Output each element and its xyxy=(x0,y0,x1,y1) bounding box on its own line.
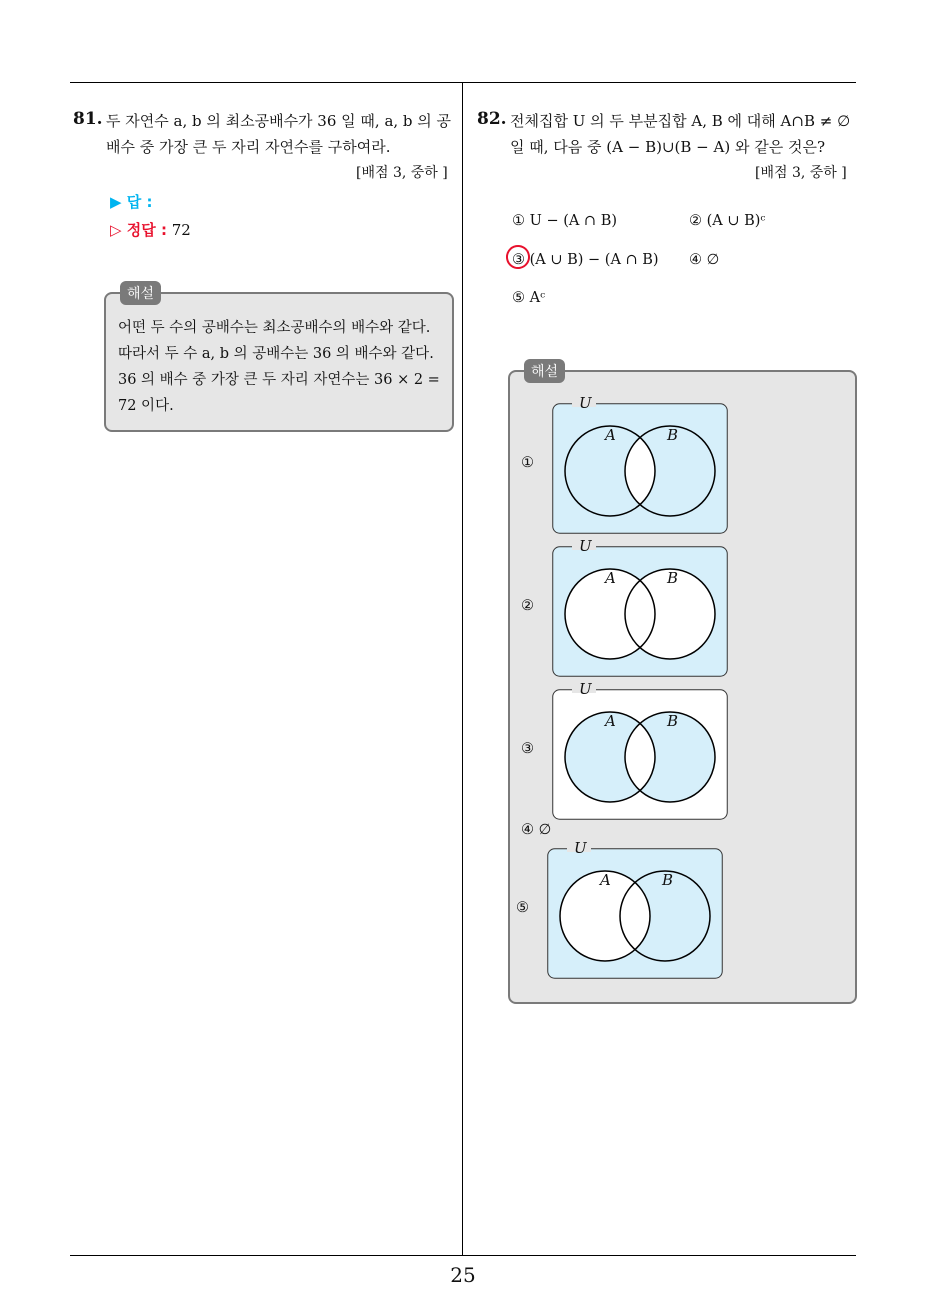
correct-answer-value: 72 xyxy=(171,221,191,239)
universe-label: U xyxy=(579,537,592,555)
question-82-number: 82. xyxy=(477,109,507,129)
column-divider xyxy=(462,82,463,1255)
set-a-label: A xyxy=(600,871,611,889)
solution-tag-82: 해설 xyxy=(524,359,565,383)
set-a-label: A xyxy=(605,712,616,730)
set-b-label: B xyxy=(667,712,679,730)
universe-label: U xyxy=(579,394,592,412)
venn-item-4-empty-set: ④ ∅ xyxy=(521,822,552,838)
solution-81-line-1: 어떤 두 수의 공배수는 최소공배수의 배수와 같다. xyxy=(118,320,431,336)
question-82-line-1: 전체집합 U 의 두 부분집합 A, B 에 대해 A∩B ≠ ∅ xyxy=(510,112,851,130)
venn-number-3: ③ xyxy=(521,741,534,757)
question-81-meta: [배점 3, 중하 ] xyxy=(356,165,448,181)
choice-3[interactable]: ③ (A ∪ B) − (A ∩ B) xyxy=(512,252,659,268)
choice-1[interactable]: ① U − (A ∩ B) xyxy=(512,213,618,229)
venn-diagram-4 xyxy=(547,839,723,979)
question-81-line-1: 두 자연수 a, b 의 최소공배수가 36 일 때, a, b 의 공 xyxy=(106,112,452,130)
question-81-number: 81. xyxy=(73,109,103,129)
venn-diagram-1 xyxy=(552,394,728,534)
set-b-label: B xyxy=(667,426,679,444)
venn-diagram-2 xyxy=(552,537,728,677)
venn-number-2: ② xyxy=(521,598,534,614)
solution-81-line-2: 따라서 두 수 a, b 의 공배수는 36 의 배수와 같다. xyxy=(118,346,434,362)
correct-answer-label: ▷ 정답 : xyxy=(110,221,167,239)
set-a-label: A xyxy=(605,569,616,587)
top-rule xyxy=(70,82,856,83)
set-b-label: B xyxy=(667,569,679,587)
venn-number-4: ⑤ xyxy=(516,900,529,916)
answer-label: ▶ 답 : xyxy=(110,193,153,211)
solution-81-line-3: 36 의 배수 중 가장 큰 두 자리 자연수는 36 × 2 = xyxy=(118,372,440,388)
venn-number-1: ① xyxy=(521,455,534,471)
universe-label: U xyxy=(574,839,587,857)
question-81-line-2: 배수 중 가장 큰 두 자리 자연수를 구하여라. xyxy=(106,138,391,156)
question-82-meta: [배점 3, 중하 ] xyxy=(755,165,847,181)
question-82-line-2: 일 때, 다음 중 (A − B)∪(B − A) 와 같은 것은? xyxy=(510,138,825,156)
set-b-label: B xyxy=(662,871,674,889)
page-number: 25 xyxy=(450,1263,476,1287)
choice-2[interactable]: ② (A ∪ B)ᶜ xyxy=(689,213,766,229)
correct-answer xyxy=(110,219,191,240)
set-a-label: A xyxy=(605,426,616,444)
bottom-rule xyxy=(70,1255,856,1256)
solution-81-line-4: 72 이다. xyxy=(118,398,174,414)
universe-label: U xyxy=(579,680,592,698)
venn-diagram-3 xyxy=(552,680,728,820)
choice-4[interactable]: ④ ∅ xyxy=(689,252,720,268)
choice-5[interactable]: ⑤ Aᶜ xyxy=(512,290,546,306)
solution-tag-81: 해설 xyxy=(120,281,161,305)
